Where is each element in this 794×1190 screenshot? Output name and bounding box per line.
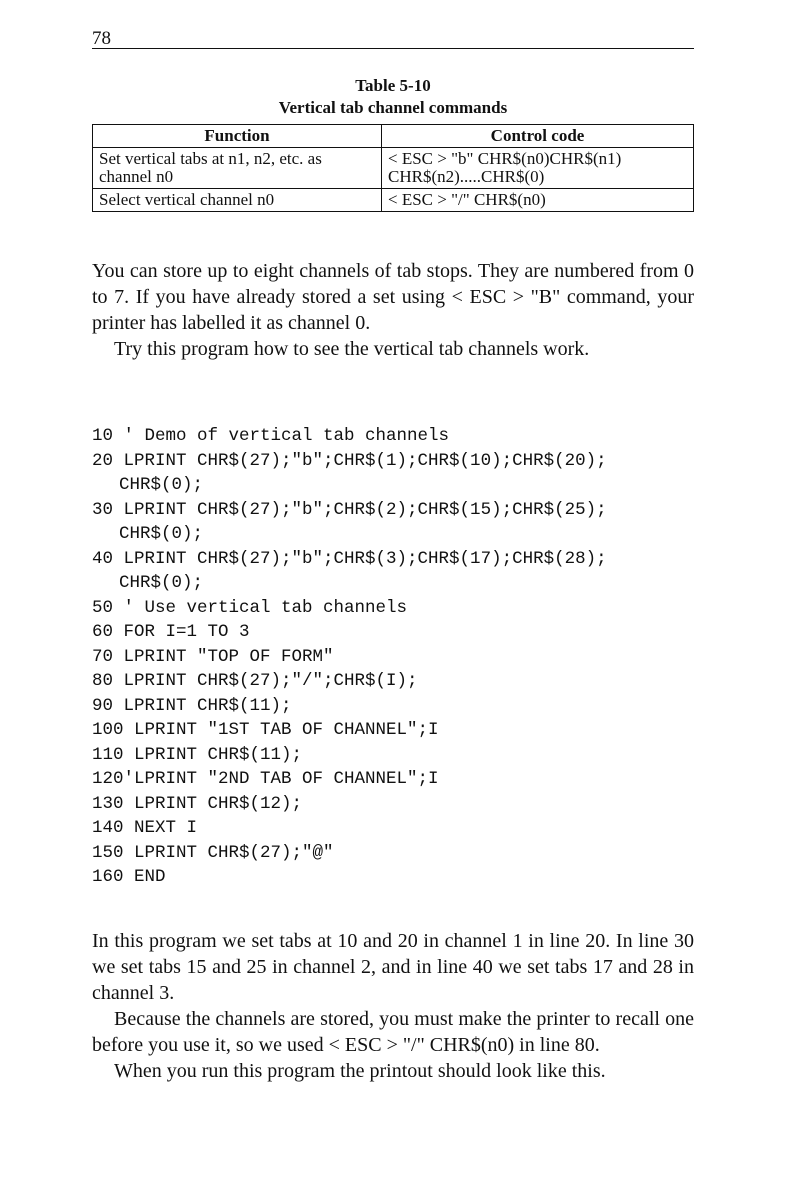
table-caption-title: Vertical tab channel commands [278, 98, 508, 117]
code-line: CHR$(0); [119, 475, 204, 495]
column-header-function: Function [93, 125, 382, 148]
code-line: 110 LPRINT CHR$(11); [92, 744, 303, 765]
code-line: 150 LPRINT CHR$(27);"@" [92, 842, 334, 863]
explanation-text [92, 928, 694, 1084]
table-caption-number: Table 5-10 [355, 76, 431, 95]
code-line: 10 ' Demo of vertical tab channels [92, 426, 450, 446]
code-line: 30 LPRINT CHR$(27);"b";CHR$(2);CHR$(15);CHR$(25); [92, 499, 607, 520]
header-rule [92, 48, 694, 49]
code-line: 120'LPRINT "2ND TAB OF CHANNEL";I [92, 769, 439, 789]
code-line: 130 LPRINT CHR$(12); [92, 793, 303, 814]
code-line: 80 LPRINT CHR$(27);"/";CHR$(I); [92, 671, 418, 691]
code-line: 70 LPRINT "TOP OF FORM" [92, 646, 334, 667]
code-line: 50 ' Use vertical tab channels [92, 597, 408, 618]
page-number: 78 [92, 28, 111, 49]
code-line: 100 LPRINT "1ST TAB OF CHANNEL";I [92, 720, 439, 740]
code-line: 60 FOR I=1 TO 3 [92, 622, 250, 642]
command-table [92, 124, 694, 212]
table-cell-function: Set vertical tabs at n1, n2, etc. as channel n0 [93, 148, 382, 189]
program-listing [92, 424, 694, 890]
intro-paragraph: Try this program how to see the vertical tab channels work. [114, 338, 590, 360]
code-line: 140 NEXT I [92, 818, 198, 838]
code-line: 90 LPRINT CHR$(11); [92, 695, 292, 716]
code-line: 160 END [92, 867, 166, 887]
explanation-paragraph: Because the channels are stored, you must make the printer to recall one before you use it, so we used < ESC > "/" CHR$(n0) in line 80. [92, 1008, 694, 1056]
table-row [93, 189, 694, 212]
code-line: CHR$(0); [119, 573, 204, 593]
intro-text [92, 258, 694, 362]
code-line: 40 LPRINT CHR$(27);"b";CHR$(3);CHR$(17);CHR$(28); [92, 548, 607, 569]
column-header-control-code: Control code [382, 125, 694, 148]
explanation-paragraph: In this program we set tabs at 10 and 20 in channel 1 in line 20. In line 30 we set tabs 15 and 25 in channel 2, and in line 40 we set tabs 17 and 28 in channel 3. [92, 930, 694, 1004]
table-header-row [93, 125, 694, 148]
code-line: 20 LPRINT CHR$(27);"b";CHR$(1);CHR$(10);CHR$(20); [92, 450, 607, 471]
code-line: CHR$(0); [119, 524, 204, 544]
table-cell-code: < ESC > "b" CHR$(n0)CHR$(n1) CHR$(n2).....CHR$(0) [382, 148, 694, 189]
table-cell-code: < ESC > "/" CHR$(n0) [382, 189, 694, 212]
table-row [93, 148, 694, 189]
table-cell-function: Select vertical channel n0 [93, 189, 382, 212]
intro-paragraph: You can store up to eight channels of tab stops. They are numbered from 0 to 7. If you have already stored a set using < ESC > "B" command, your printer has labelled it as channel 0. [92, 260, 694, 334]
explanation-paragraph: When you run this program the printout should look like this. [114, 1060, 606, 1082]
